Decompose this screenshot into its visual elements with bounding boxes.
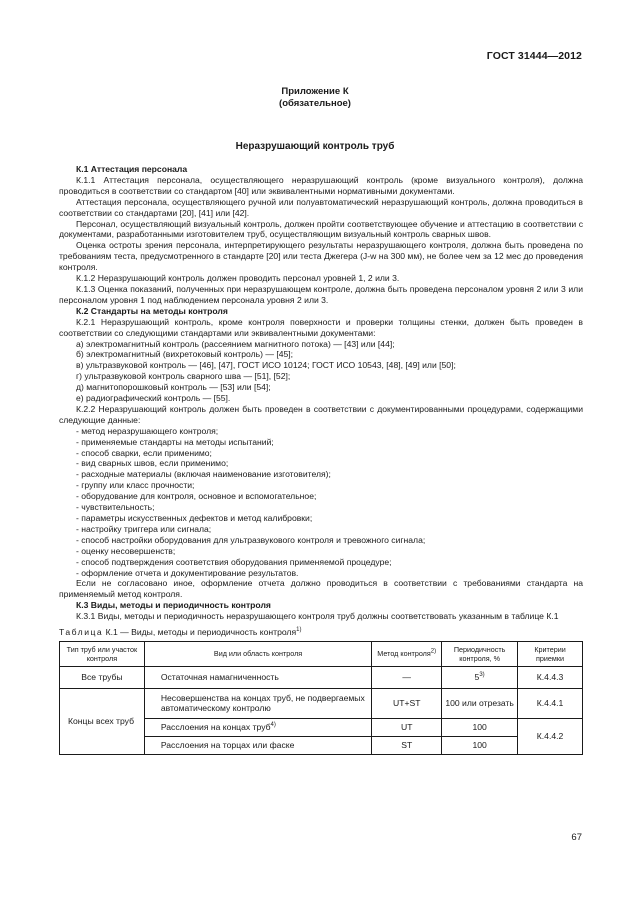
- table-caption-word: Таблица: [59, 627, 104, 638]
- table-cell: UT: [372, 718, 442, 736]
- table-cell-text: 5: [474, 672, 480, 683]
- table-row: [60, 666, 583, 688]
- list-item: д) магнитопорошковый контроль — [53] или [54];: [76, 382, 271, 393]
- table-cell: [144, 718, 371, 736]
- table-cell: [442, 666, 518, 688]
- page-number: 67: [571, 832, 582, 843]
- list-item: в) ультразвуковой контроль — [46], [47], ГОСТ ИСО 10124; ГОСТ ИСО 10543, [48], [49] или [50];: [76, 360, 456, 371]
- annex-heading: [0, 86, 630, 110]
- paragraph: К.3.1 Виды, методы и периодичность неразрушающего контроля труб должны соответствовать указанным в таблице К.1: [76, 611, 559, 622]
- table-cell: Остаточная намагниченность: [144, 666, 371, 688]
- main-title: Неразрушающий контроль труб: [235, 141, 395, 152]
- header-cell: [372, 641, 442, 666]
- paragraph: К.2.1 Неразрушающий контроль, кроме контроля поверхности и проверки толщины стенки, должен быть проведен в соответствии со следующими стандартами или эквивалентными документами:: [59, 316, 583, 338]
- table-cell: Несовершенства на концах труб, не подвергаемых автоматическому контролю: [144, 688, 371, 718]
- table-cell: 100: [442, 718, 518, 736]
- header-cell: Периодичность контроля, %: [442, 641, 518, 666]
- list-item: - применяемые стандарты на методы испытаний;: [76, 436, 274, 447]
- table-caption-text: К.1 — Виды, методы и периодичность контроля: [103, 627, 297, 638]
- table-cell: К.4.4.3: [518, 666, 583, 688]
- table-cell: К.4.4.2: [518, 718, 583, 754]
- table-cell: Концы всех труб: [60, 688, 145, 754]
- header-cell: Критерии приемки: [518, 641, 583, 666]
- table-header-row: [60, 641, 583, 666]
- standard-code: ГОСТ 31444—2012: [486, 50, 582, 62]
- section-heading-k3: К.3 Виды, методы и периодичность контроля: [76, 600, 271, 611]
- paragraph: К.1.1 Аттестация персонала, осуществляющего неразрушающий контроль (кроме визуального контроля), должна проводиться в соответствии со стандартом [40] или эквивалентными нормативными документами.: [59, 174, 583, 196]
- list-item: е) радиографический контроль — [55].: [76, 393, 231, 404]
- list-item: - параметры искусственных дефектов и метод калибровки;: [76, 513, 313, 523]
- list-item: - способ сварки, если применимо;: [76, 447, 212, 458]
- paragraph: К.1.2 Неразрушающий контроль должен проводить персонал уровней 1, 2 или 3.: [76, 273, 400, 284]
- list-item: - вид сварных швов, если применимо;: [76, 458, 229, 469]
- paragraph: Если не согласовано иное, оформление отчета должно проводиться в соответствии с требованиями стандарта на применяемый метод контроля.: [59, 578, 583, 600]
- table-cell: 100 или отрезать: [442, 688, 518, 718]
- table-cell: Расслоения на торцах или фаске: [144, 736, 371, 754]
- section-heading-k2: К.2 Стандарты на методы контроля: [76, 305, 228, 316]
- footnote-ref: 3): [479, 672, 485, 679]
- table-cell: 100: [442, 736, 518, 754]
- paragraph: К.2.2 Неразрушающий контроль должен быть проведен в соответствии с документированными процедурами, содержащими следующие данные:: [59, 403, 583, 425]
- annex-title: Приложение К: [281, 86, 349, 97]
- table-cell: ST: [372, 736, 442, 754]
- header-cell: Вид или область контроля: [144, 641, 371, 666]
- header-cell-text: Метод контроля: [377, 649, 431, 659]
- annex-status: (обязательное): [279, 98, 351, 109]
- header-cell: Тип труб или участок контроля: [60, 641, 145, 666]
- footnote-ref: 2): [430, 649, 437, 656]
- table-row: [60, 688, 583, 718]
- section-heading-k1: К.1 Аттестация персонала: [76, 164, 188, 174]
- list-item: а) электромагнитный контроль (рассеянием магнитного потока) — [43] или [44];: [76, 338, 395, 349]
- document-body: [59, 164, 583, 755]
- paragraph: Аттестация персонала, осуществляющего ручной или полуавтоматический неразрушающий контроль, должна проводиться в соответствии со стандартами [20], [41] или [42].: [59, 196, 583, 218]
- paragraph: Оценка остроты зрения персонала, интерпретирующего результаты неразрушающего контроля, должна быть проведена по требованиям теста, предусмотренного в стандарте [20] или теста Джегера (J-w на 300 мм), не более чем за 12 мес до проведения контроля.: [59, 240, 583, 273]
- list-item: - группу или класс прочности;: [76, 480, 195, 491]
- table-caption: [59, 627, 583, 638]
- paragraph: К.1.3 Оценка показаний, полученных при неразрушающем контроле, должна быть проведена персоналом уровня 2 или 3 или персоналом уровня 1 под наблюдением персонала уровня 2 или 3.: [59, 283, 583, 305]
- table-cell: UT+ST: [372, 688, 442, 718]
- list-item: - чувствительность;: [76, 502, 155, 513]
- paragraph: Персонал, осуществляющий визуальный контроль, должен пройти соответствующее обучение и аттестацию в соответствии с документами, разработанными изготовителем труб, осуществляющим визуальный контроль сварных швов.: [59, 218, 583, 240]
- list-item: - метод неразрушающего контроля;: [76, 425, 219, 436]
- inspection-table: [59, 641, 583, 755]
- table-cell-text: Расслоения на концах труб: [160, 722, 271, 733]
- list-item: - расходные материалы (включая наименование изготовителя);: [76, 469, 331, 480]
- footnote-ref: 4): [270, 722, 276, 729]
- list-item: - способ подтверждения соответствия оборудования применяемой процедуре;: [76, 556, 392, 567]
- table-cell: К.4.4.1: [518, 688, 583, 718]
- list-item: - настройку триггера или сигнала;: [76, 523, 212, 534]
- table-cell: Все трубы: [60, 666, 145, 688]
- footnote-ref: 1): [296, 627, 302, 634]
- list-item: б) электромагнитный (вихретоковый контроль) — [45];: [76, 349, 294, 360]
- list-item: - оценку несовершенств;: [76, 545, 176, 556]
- list-item: - оборудование для контроля, основное и вспомогательное;: [76, 491, 317, 502]
- list-item: - способ настройки оборудования для ультразвукового контроля и тревожного сигнала;: [76, 534, 426, 545]
- list-item: г) ультразвуковой контроль сварного шва — [51], [52];: [76, 371, 291, 382]
- table-cell: —: [372, 666, 442, 688]
- list-item: - оформление отчета и документирование результатов.: [76, 567, 299, 578]
